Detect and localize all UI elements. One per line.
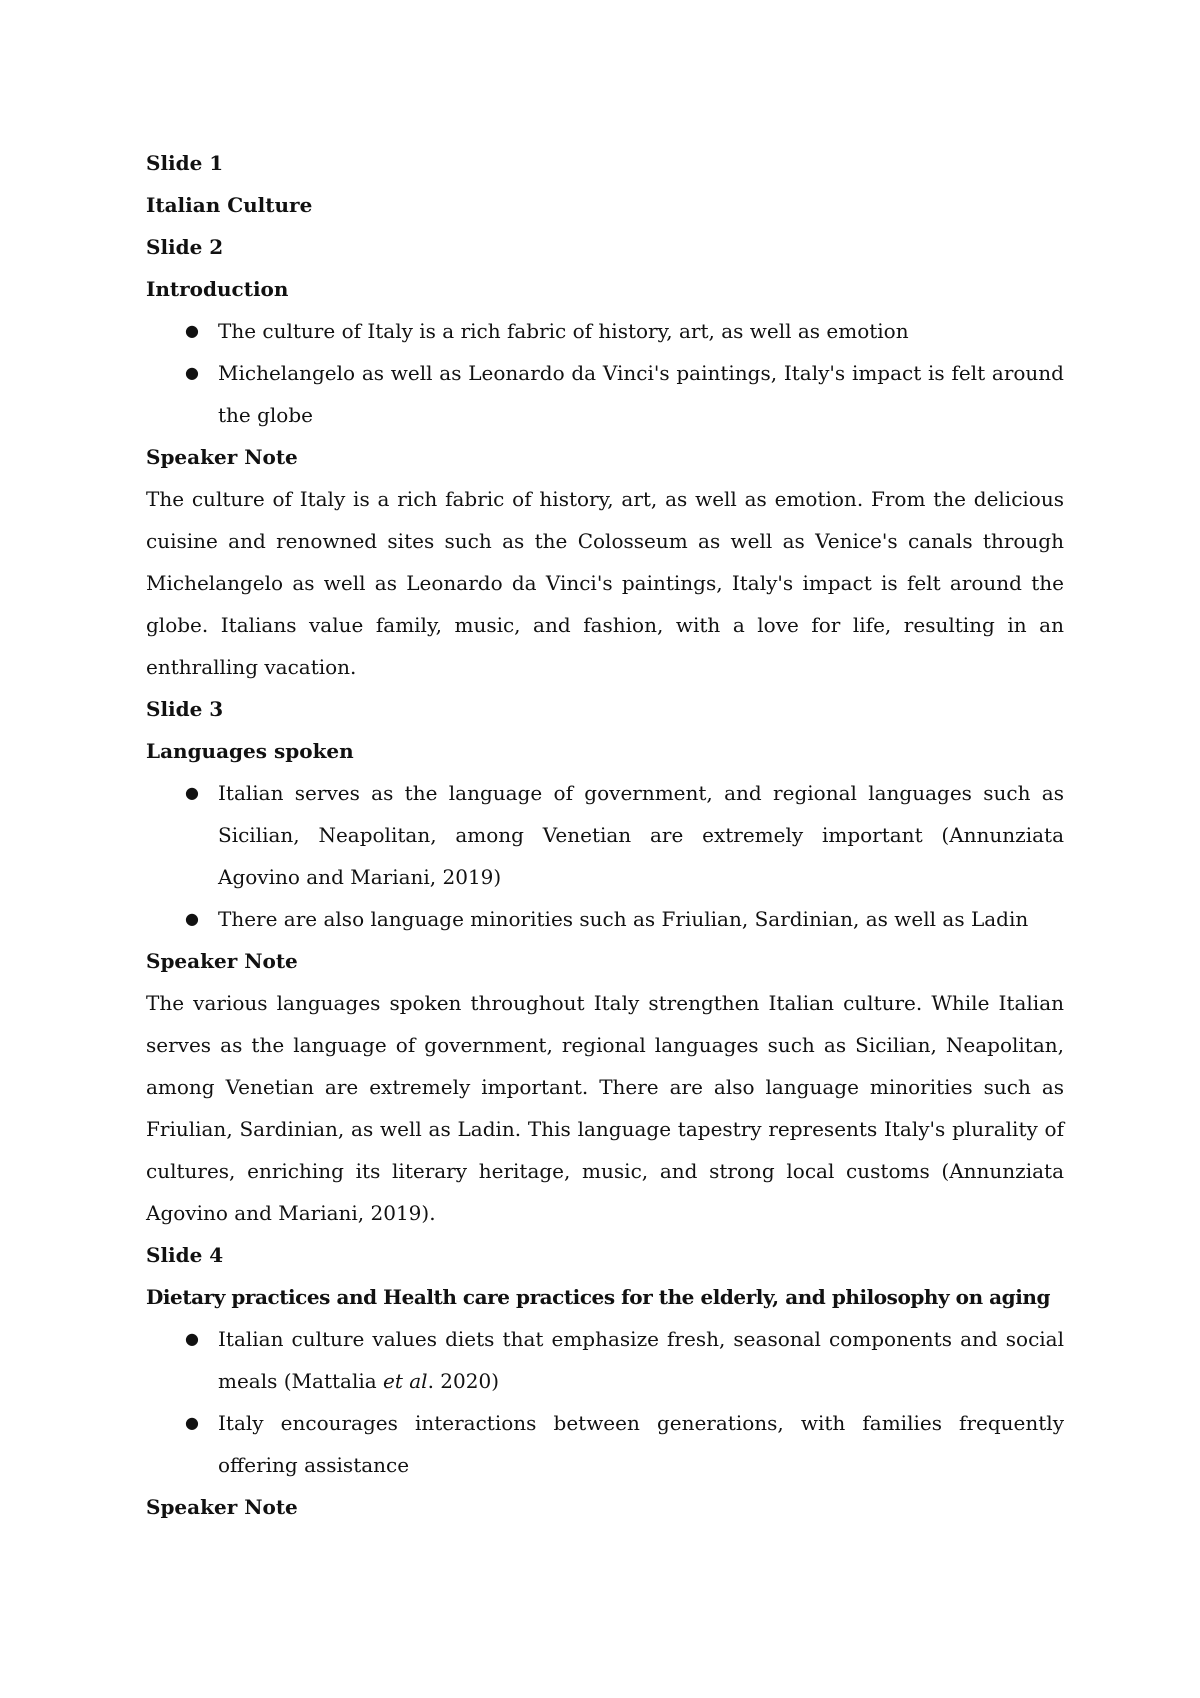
bullet-text [218, 1327, 1064, 1393]
slide-3-label: Slide 3 [146, 697, 224, 721]
slide-3-speaker-note-label: Speaker Note [146, 949, 298, 973]
list-item [146, 1318, 1064, 1402]
bullet-icon: ● [185, 783, 199, 802]
bullet-text-part: Italian culture values diets that emphasize fresh, seasonal components and social meals (Mattalia [218, 1327, 1064, 1393]
slide-4-label: Slide 4 [146, 1243, 224, 1267]
bullet-icon: ● [185, 909, 199, 928]
bullet-text: There are also language minorities such as Friulian, Sardinian, as well as Ladin [218, 907, 1029, 931]
slide-2-label: Slide 2 [146, 235, 224, 259]
bullet-text: Italy encourages interactions between generations, with families frequently offering assistance [218, 1411, 1064, 1477]
slide-4-title: Dietary practices and Health care practices for the elderly, and philosophy on aging [146, 1285, 1050, 1309]
bullet-icon: ● [185, 1329, 199, 1348]
bullet-text: Italian serves as the language of government, and regional languages such as Sicilian, Neapolitan, among Venetian are extremely important (Annunziata Agovino and Mariani, 2019) [218, 781, 1064, 889]
list-item [146, 772, 1064, 898]
slide-1-label: Slide 1 [146, 151, 224, 175]
list-item [146, 310, 1064, 352]
slide-2-title: Introduction [146, 277, 289, 301]
bullet-icon: ● [185, 1413, 199, 1432]
list-item [146, 352, 1064, 436]
slide-2-speaker-note-label: Speaker Note [146, 445, 298, 469]
bullet-text: The culture of Italy is a rich fabric of history, art, as well as emotion [218, 319, 909, 343]
slide-1-title: Italian Culture [146, 193, 313, 217]
bullet-text: Michelangelo as well as Leonardo da Vinci's paintings, Italy's impact is felt around the globe [218, 361, 1064, 427]
slide-3-bullet-list [146, 772, 1064, 940]
list-item [146, 898, 1064, 940]
slide-4-speaker-note-label: Speaker Note [146, 1495, 298, 1519]
bullet-icon: ● [185, 363, 199, 382]
bullet-text-part: . 2020) [427, 1369, 500, 1393]
slide-3-title: Languages spoken [146, 739, 354, 763]
bullet-icon: ● [185, 321, 199, 340]
list-item [146, 1402, 1064, 1486]
document-page [146, 142, 1064, 1528]
slide-4-bullet-list [146, 1318, 1064, 1486]
citation-et-al: et al [383, 1369, 428, 1393]
slide-2-bullet-list [146, 310, 1064, 436]
slide-2-speaker-note: The culture of Italy is a rich fabric of history, art, as well as emotion. From the delicious cuisine and renowned sites such as the Colosseum as well as Venice's canals through Michelangelo as well as Leonardo da Vinci's paintings, Italy's impact is felt around the globe. Italians value family, music, and fashion, with a love for life, resulting in an enthralling vacation. [146, 487, 1064, 679]
slide-3-speaker-note: The various languages spoken throughout Italy strengthen Italian culture. While Italian serves as the language of government, regional languages such as Sicilian, Neapolitan, among Venetian are extremely important. There are also language minorities such as Friulian, Sardinian, as well as Ladin. This language tapestry represents Italy's plurality of cultures, enriching its literary heritage, music, and strong local customs (Annunziata Agovino and Mariani, 2019). [146, 991, 1064, 1225]
